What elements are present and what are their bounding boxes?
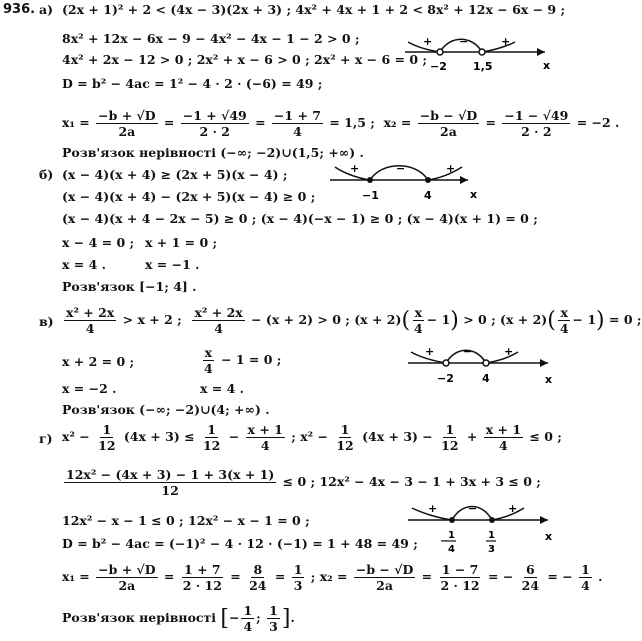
x1-result: = 1,5 ; [329,115,375,130]
fraction: $\frac{1}{12}$ [98,422,116,453]
fraction: $\frac{1 + 7}{2 \cdot 12}$ [182,562,222,593]
sign-plus: + [423,35,433,48]
axis-x-label: x [545,373,553,386]
fraction: $\frac{-1 + 7}{4}$ [273,108,321,139]
number-line-a [405,30,555,80]
fraction: $\frac{-1 + √49}{2 \cdot 2}$ [182,108,247,139]
fraction: $\frac{1}{4}$ [581,562,590,593]
fraction: $\frac{1}{12}$ [441,422,459,453]
part-b-eq-2: x + 1 = 0 ; [145,235,218,250]
fraction: $\frac{-b - √D}{2a}$ [419,108,478,139]
inequality-text: > 0 ; (x + 2) [463,312,548,327]
part-b-root-2: x = −1 . [145,257,200,272]
fraction: $\frac{x + 1}{4}$ [485,422,522,453]
inequality-text: − 1 [426,312,451,327]
part-v-root-1: x = −2 . [62,381,117,396]
part-g-label: г) [39,431,53,446]
x2-lhs: x₂ = [383,115,412,130]
fraction: $\frac{1 - 7}{2 \cdot 12}$ [440,562,480,593]
sign-minus: − [463,345,473,358]
fraction: $\frac{\text{12x² − (4x + 3) − 1 + 3(x + 1)}}{12}$ [66,467,275,498]
part-v-root-2: x = 4 . [200,381,245,396]
inequality-text: (4x + 3) − [362,429,433,444]
answer-prefix: Розв'язок нерівності [62,610,217,625]
x1-lhs: x₁ = [62,115,90,130]
sign-plus: + [501,35,511,48]
number-line-g [408,492,556,562]
inequality-text: > x + 2 ; [122,312,182,327]
fraction: $\frac{-1 - √49}{2 \cdot 2}$ [504,108,569,139]
problem-number: 936. [3,2,36,17]
inequality-text: ; x² − [291,429,328,444]
sign-minus: − [396,162,406,175]
part-a-answer: Розв'язок нерівності (−∞; −2)∪(1,5; +∞) . [62,145,364,160]
part-v-line-1: $\frac{\text{x² + 2x}}{4}$ > x + 2 ; $\frac{\text{x² + 2x}}{4}$ − (x + 2) > 0 ; (x + 2)( $\frac{x}{4}$ − 1) > 0 ; (x + 2)( $\frac{x}{4}$ − 1) = 0 ; [66,305,642,336]
part-b-line-1: (x − 4)(x + 4) ≥ (2x + 5)(x − 4) ; [62,167,288,182]
part-v-eq-1: x + 2 = 0 ; [62,354,135,369]
sign-minus: − [468,502,478,515]
inequality-text: − (x + 2) > 0 ; (x + 2) [251,312,402,327]
part-b-line-3: (x − 4)(x + 4 − 2x − 5) ≥ 0 ; (x − 4)(−x − 1) ≥ 0 ; (x − 4)(x + 1) = 0 ; [62,211,538,226]
part-v-label: в) [39,314,54,329]
x2-lhs: ; x₂ = [310,569,348,584]
part-g-answer: Розв'язок нерівності [− $\frac{1}{4}$ ; $\frac{1}{3}$ ]. [62,603,295,634]
fraction: $\frac{1}{4}$ [243,603,253,634]
part-a-label: а) [39,2,54,17]
part-a-line-1: (2x + 1)² + 2 < (4x − 3)(2x + 3) ; 4x² + 4x + 1 + 2 < 8x² + 12x − 6x − 9 ; [62,2,566,17]
part-b-line-2: (x − 4)(x + 4) − (2x + 5)(x − 4) ≥ 0 ; [62,189,316,204]
part-a-roots: x₁ = $\frac{-b + √D}{2a}$ = $\frac{-1 + √49}{2 \cdot 2}$ = $\frac{-1 + 7}{4}$ = 1,5 ; x₂ = $\frac{-b - √D}{2a}$ = $\frac{-1 - √49}{2 \cdot 2}$ = −2 . [62,108,620,139]
fraction: $\frac{1}{12}$ [336,422,354,453]
fraction: $\frac{1}{12}$ [202,422,221,453]
fraction: $\frac{8}{24}$ [249,562,267,593]
sign-plus: + [446,162,456,175]
inequality-text: + [466,429,478,444]
part-a-line-2: 8x² + 12x − 6x − 9 − 4x² − 4x − 1 − 2 > 0 ; [62,31,360,46]
fraction: $\frac{x + 1}{4}$ [247,422,283,453]
inequality-text: − 1 [572,312,597,327]
x2-result: = −2 . [576,115,620,130]
part-v-eq-2 [200,345,281,376]
fraction: $\frac{-b + √D}{2a}$ [98,562,156,593]
part-g-roots: x₁ = $\frac{-b + √D}{2a}$ = $\frac{1 + 7}{2 \cdot 12}$ = $\frac{8}{24}$ = $\frac{1}{3}$ ; x₂ = $\frac{-b - √D}{2a}$ = $\frac{1 - 7}{2 \cdot 12}$ = − $\frac{6}{24}$ = − $\frac{1}{4}$ . [62,562,603,593]
inequality-text: (4x + 3) ≤ [123,429,195,444]
axis-x-label: x [470,188,478,201]
right-root-label: 4 [424,189,432,202]
left-root-label: −1 [362,189,379,202]
fraction: $\frac{x}{4}$ [414,305,423,336]
left-root-label: −2 [430,60,447,73]
equation-text: − 1 = 0 ; [221,352,282,367]
fraction: $\frac{1}{3}$ [269,603,278,634]
number-line-b [330,155,480,207]
axis-x-label: x [545,530,553,543]
inequality-text: − [228,429,240,444]
inequality-text: = 0 ; [609,312,642,327]
part-g-line-3: 12x² − x − 1 ≤ 0 ; 12x² − x − 1 = 0 ; [62,513,310,528]
fraction: $\frac{1}{3}$ [293,562,303,593]
sign-minus: − [459,35,469,48]
part-b-answer: Розв'язок [−1; 4] . [62,279,197,294]
part-g-line-1 [62,422,562,453]
part-b-label: б) [39,167,54,182]
inequality-text: ≤ 0 ; 12x² − 4x − 3 − 1 + 3x + 3 ≤ 0 ; [282,474,541,489]
fraction: $\frac{\text{x² + 2x}}{4}$ [194,305,243,336]
part-a-line-3: 4x² + 2x − 12 > 0 ; 2x² + x − 6 > 0 ; 2x² + x − 6 = 0 ; [62,52,428,67]
axis-x-label: x [543,59,551,72]
x1-lhs: x₁ = [62,569,90,584]
fraction: $\frac{6}{24}$ [521,562,540,593]
part-v-answer: Розв'язок (−∞; −2)∪(4; +∞) . [62,402,270,417]
right-root-label: 4 [482,372,490,385]
right-root-label: 1,5 [473,60,493,73]
inequality-text: ≤ 0 ; [529,429,562,444]
left-root-numerator: 1 [448,530,455,541]
inequality-text: x² − [62,429,90,444]
sign-plus: + [428,502,438,515]
fraction: $\frac{\text{x² + 2x}}{4}$ [66,305,115,336]
left-root-label: −2 [437,372,454,385]
fraction: $\frac{-b + √D}{2a}$ [98,108,156,139]
sign-plus: + [425,345,435,358]
part-b-root-1: x = 4 . [62,257,107,272]
fraction: $\frac{x}{4}$ [204,345,213,376]
part-a-line-4: D = b² − 4ac = 1² − 4 · 2 · (−6) = 49 ; [62,76,323,91]
number-line-v [408,340,556,392]
sign-plus: + [508,502,518,515]
sign-plus: + [504,345,514,358]
fraction: $\frac{x}{4}$ [559,305,569,336]
fraction: $\frac{-b - √D}{2a}$ [355,562,414,593]
sign-plus: + [350,162,360,175]
svg-text:−: − [440,536,449,547]
part-g-line-4: D = b² − 4ac = (−1)² − 4 · 12 · (−1) = 1 + 48 = 49 ; [62,536,418,551]
right-root-numerator: 1 [488,530,495,541]
left-root-denominator: 4 [448,544,455,555]
part-b-eq-1: x − 4 = 0 ; [62,235,135,250]
right-root-denominator: 3 [488,544,495,555]
